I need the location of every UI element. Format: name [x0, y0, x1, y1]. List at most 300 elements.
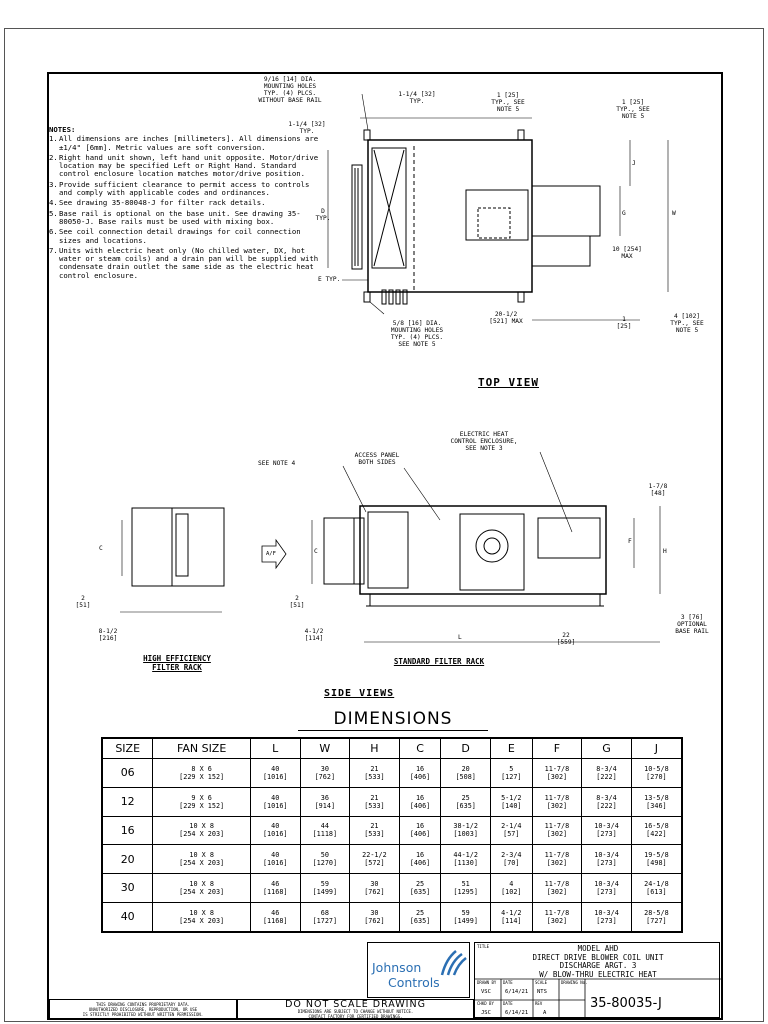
- dimension-cell: [153, 874, 251, 903]
- dimension-cell: [582, 759, 632, 788]
- col-header: J: [631, 738, 682, 759]
- ann-line: TYP. (4) PLCS.: [390, 334, 444, 341]
- dimension-cell: [532, 902, 582, 932]
- imperial-value: 10-5/8: [644, 764, 669, 773]
- notice-line: IS STRICTLY PROHIBITED WITHOUT WRITTEN PERMISSION.: [82, 1012, 204, 1017]
- col-header: FAN SIZE: [153, 738, 251, 759]
- note-number: 7.: [49, 245, 58, 255]
- imperial-value: 46: [271, 908, 280, 917]
- dimension-cell: [350, 902, 400, 932]
- dimension-cell: [350, 874, 400, 903]
- ann-line: ELECTRIC HEAT: [459, 431, 509, 438]
- metric-value: [127]: [501, 772, 522, 781]
- title-line: DIRECT DRIVE BLOWER COIL UNIT: [532, 952, 664, 962]
- access-panel-note: [344, 452, 410, 466]
- imperial-value: 44: [320, 822, 329, 831]
- imperial-value: 25: [415, 879, 425, 888]
- notice-heading: DO NOT SCALE DRAWING: [285, 999, 426, 1010]
- table-header-row: [102, 738, 682, 759]
- dimension-value: [582, 880, 631, 896]
- dimension-cell: [250, 759, 300, 788]
- imperial-value: 4-1/2: [501, 908, 522, 917]
- dimension-cell: [250, 902, 300, 932]
- heater-section: [532, 236, 590, 266]
- metric-value: [302]: [546, 916, 568, 925]
- dim-e-label: E TYP.: [318, 276, 341, 283]
- electric-heat-note: [432, 431, 536, 452]
- metric-value: [254 X 203]: [179, 916, 225, 925]
- dim-1b-note: [614, 316, 634, 330]
- dim-178-note: [640, 483, 676, 497]
- ann-line: TYP.: [409, 98, 425, 105]
- ann-line: TYP., SEE: [491, 99, 525, 106]
- ann-line: [25]: [616, 323, 632, 330]
- imperial-value: 10-3/4: [594, 879, 619, 888]
- metric-value: [1727]: [312, 916, 338, 925]
- ann-line: [559]: [556, 639, 576, 646]
- scale-label: SCALE: [535, 980, 548, 985]
- ann-line: 1 [25]: [621, 99, 645, 106]
- mounting-foot: [364, 130, 370, 140]
- logo-text-line1: Johnson: [372, 960, 422, 975]
- dimension-value: [491, 851, 532, 867]
- size-cell: 30: [102, 874, 153, 903]
- note-number: 3.: [49, 179, 58, 189]
- title-line: MODEL AHD: [577, 944, 619, 953]
- notice-line: THIS DRAWING CONTAINS PROPRIETARY DATA.: [96, 1002, 190, 1007]
- dimension-value: [533, 909, 582, 925]
- dimension-cell: [300, 816, 350, 845]
- ann-line: [521] MAX: [489, 318, 523, 325]
- imperial-value: 50: [320, 851, 329, 860]
- dim-g-label: G: [622, 210, 626, 217]
- dimension-value: [441, 765, 490, 781]
- dimensions-title: DIMENSIONS: [298, 708, 488, 731]
- dimension-value: [632, 880, 681, 896]
- imperial-value: 10 X 8: [189, 851, 214, 860]
- ann-line: NOTE 5: [675, 327, 699, 334]
- dimension-value: [491, 880, 532, 896]
- dimension-value: [350, 822, 399, 838]
- discharge-collar: [532, 186, 600, 236]
- metric-value: [572]: [364, 859, 385, 868]
- metric-value: [273]: [596, 916, 617, 925]
- dimension-value: [632, 765, 681, 781]
- dimension-cell: [532, 759, 582, 788]
- motor-outline: [478, 208, 510, 238]
- dimension-cell: [631, 902, 682, 932]
- blower-wheel-icon: [476, 530, 508, 562]
- rev-value: A: [543, 1010, 547, 1016]
- mounting-foot: [364, 292, 370, 302]
- note-number: 1.: [49, 134, 58, 144]
- metric-value: [406]: [409, 772, 431, 781]
- dimension-value: [441, 880, 490, 896]
- dim-114b-note: [282, 121, 332, 135]
- dimension-cell: [441, 902, 491, 932]
- leader-line: [540, 452, 572, 532]
- dimension-value: [533, 822, 582, 838]
- metric-value: [302]: [546, 887, 568, 896]
- coil-side: [368, 512, 408, 588]
- dimension-cell: [250, 845, 300, 874]
- dimension-value: [153, 909, 250, 925]
- metric-value: [1016]: [262, 859, 288, 868]
- imperial-value: 44-1/2: [453, 851, 478, 860]
- dimension-cell: [631, 787, 682, 816]
- dimension-cell: [532, 816, 582, 845]
- dimension-value: [491, 765, 532, 781]
- dim-1-note: [485, 92, 531, 113]
- metric-value: [70]: [503, 859, 520, 868]
- dimension-value: [582, 794, 631, 810]
- dimension-value: [533, 880, 582, 896]
- imperial-value: 19-5/8: [644, 851, 669, 860]
- imperial-value: 16: [415, 822, 425, 831]
- dimension-cell: [399, 787, 441, 816]
- imperial-value: 25: [461, 793, 470, 802]
- dim-c2-label: C: [314, 548, 318, 555]
- imperial-value: 5-1/2: [501, 793, 522, 802]
- dimension-value: [582, 851, 631, 867]
- metric-value: [222]: [596, 772, 617, 781]
- ann-line: BOTH SIDES: [358, 459, 396, 466]
- fan-housing: [466, 190, 528, 240]
- ann-line: D: [321, 208, 325, 215]
- ann-line: 4-1/2: [304, 628, 324, 635]
- dimension-value: [400, 909, 441, 925]
- col-header: D: [441, 738, 491, 759]
- metric-value: [302]: [546, 772, 568, 781]
- dimension-value: [582, 765, 631, 781]
- imperial-value: 10 X 8: [189, 879, 214, 888]
- table-row: [102, 787, 682, 816]
- dimension-value: [153, 880, 250, 896]
- mounting-foot: [518, 292, 524, 302]
- imperial-value: 10 X 8: [189, 908, 214, 917]
- std-rack-title: STANDARD FILTER RACK: [393, 657, 485, 666]
- imperial-value: 2-3/4: [501, 851, 522, 860]
- ann-line: NOTE 5: [496, 106, 520, 113]
- imperial-value: 68: [320, 908, 329, 917]
- dimension-cell: [350, 816, 400, 845]
- dimension-cell: [582, 902, 632, 932]
- dimension-cell: [300, 759, 350, 788]
- imperial-value: 30: [370, 879, 379, 888]
- dimension-cell: [153, 787, 251, 816]
- imperial-value: 24-1/8: [644, 879, 669, 888]
- ann-line: ACCESS PANEL: [354, 452, 400, 459]
- ann-line: TYP., SEE: [670, 320, 704, 327]
- col-header: F: [532, 738, 582, 759]
- rev-label: REV: [535, 1001, 543, 1006]
- dimension-value: [350, 794, 399, 810]
- imperial-value: 11-7/8: [544, 851, 570, 860]
- imperial-value: 21: [370, 764, 379, 773]
- dimension-cell: [441, 874, 491, 903]
- note-text: Units with electric heat only (No chilled water, DX, hot water or steam coils) and a drain pan will be supplied with condensate drain outlet the same side as the electric heat control enclosure.: [59, 245, 319, 280]
- dimension-value: [251, 880, 300, 896]
- metric-value: [1295]: [453, 887, 478, 896]
- dimension-cell: [490, 816, 532, 845]
- size-cell: 20: [102, 845, 153, 874]
- dimension-value: [301, 909, 350, 925]
- metric-value: [114]: [501, 916, 522, 925]
- imperial-value: 16: [415, 851, 425, 860]
- dimension-value: [632, 851, 681, 867]
- dimension-value: [582, 822, 631, 838]
- dimensions-table: [101, 737, 683, 933]
- metric-value: [1499]: [453, 916, 478, 925]
- dimension-value: [251, 851, 300, 867]
- col-header: W: [300, 738, 350, 759]
- dim-812-note: [90, 628, 126, 642]
- note-text: All dimensions are inches [millimeters]. All dimensions are ±1/4" [6mm]. Metric values are soft conversion.: [59, 134, 319, 152]
- dimension-cell: [350, 787, 400, 816]
- metric-value: [254 X 203]: [179, 859, 225, 868]
- ann-line: 1-1/4 [32]: [288, 121, 326, 128]
- ann-line: 10 [254]: [612, 246, 642, 253]
- dimension-value: [632, 909, 681, 925]
- metric-value: [1130]: [453, 859, 478, 868]
- imperial-value: 11-7/8: [544, 879, 570, 888]
- dimension-cell: [153, 759, 251, 788]
- title-line: FILTER RACK: [152, 663, 202, 672]
- size-cell: 12: [102, 787, 153, 816]
- imperial-value: 20: [461, 764, 470, 773]
- dim-114-note: [392, 91, 442, 105]
- metric-value: [613]: [646, 887, 667, 896]
- drawing-number: 35-80035-J: [590, 996, 662, 1011]
- company-logo: [367, 942, 470, 998]
- date-label: DATE: [503, 980, 513, 985]
- dimension-cell: [582, 874, 632, 903]
- dimension-value: [632, 822, 681, 838]
- dimension-value: [301, 794, 350, 810]
- dimension-value: [491, 909, 532, 925]
- dim-d-note: [312, 208, 334, 222]
- metric-value: [406]: [409, 830, 431, 839]
- hef-rack-right: [172, 508, 224, 586]
- imperial-value: 21: [370, 822, 379, 831]
- metric-value: [1168]: [262, 916, 288, 925]
- dimension-cell: [153, 902, 251, 932]
- dimension-cell: [631, 816, 682, 845]
- side-views-title: SIDE VIEWS: [324, 688, 395, 699]
- imperial-value: 59: [320, 879, 329, 888]
- note-number: 4.: [49, 198, 58, 208]
- imperial-value: 46: [271, 879, 280, 888]
- imperial-value: 30: [370, 908, 379, 917]
- ann-line: [216]: [98, 635, 118, 642]
- metric-value: [1016]: [262, 801, 288, 810]
- dimension-value: [153, 822, 250, 838]
- dimension-cell: [250, 874, 300, 903]
- title-line: DISCHARGE ARGT. 3: [559, 961, 637, 970]
- dimension-value: [491, 822, 532, 838]
- dimension-cell: [300, 845, 350, 874]
- dimension-value: [251, 765, 300, 781]
- dimension-value: [350, 880, 399, 896]
- imperial-value: 10-3/4: [594, 908, 619, 917]
- col-header: G: [582, 738, 632, 759]
- ann-line: WITHOUT BASE RAIL: [258, 97, 322, 104]
- do-not-scale-notice: [237, 999, 474, 1019]
- dimension-cell: [300, 874, 350, 903]
- ann-line: SEE NOTE 5: [398, 341, 436, 348]
- ann-line: 2: [295, 595, 299, 602]
- dimension-value: [400, 880, 441, 896]
- imperial-value: 10-3/4: [594, 822, 619, 831]
- table-row: [102, 816, 682, 845]
- imperial-value: 38-1/2: [453, 822, 478, 831]
- dimension-value: [251, 909, 300, 925]
- imperial-value: 5: [509, 764, 514, 773]
- dimension-cell: [441, 759, 491, 788]
- dimension-value: [582, 909, 631, 925]
- ann-line: 1 [25]: [496, 92, 520, 99]
- dimension-cell: [532, 787, 582, 816]
- blower-hub-icon: [484, 538, 500, 554]
- base-rail-note: [668, 614, 716, 635]
- imperial-value: 4: [509, 879, 514, 888]
- metric-value: [270]: [646, 772, 667, 781]
- col-header: C: [399, 738, 441, 759]
- logo-text-line2: Controls: [388, 975, 440, 990]
- col-header: L: [250, 738, 300, 759]
- dimension-cell: [631, 759, 682, 788]
- imperial-value: 40: [271, 793, 280, 802]
- metric-value: [762]: [364, 916, 385, 925]
- ann-line: 22: [562, 632, 570, 639]
- dimension-cell: [441, 787, 491, 816]
- top-view-drawing: [328, 94, 668, 320]
- table-row: [102, 845, 682, 874]
- imperial-value: 28-5/8: [644, 908, 669, 917]
- std-filter: [354, 518, 364, 584]
- metric-value: [635]: [409, 916, 431, 925]
- dimension-cell: [490, 759, 532, 788]
- metric-value: [1003]: [453, 830, 478, 839]
- mounting-foot: [518, 130, 524, 140]
- filter-rack-outline: [352, 165, 362, 269]
- note-text: Provide sufficient clearance to permit access to controls and comply with applicable codes and ordinances.: [59, 179, 310, 198]
- ann-line: 5/8 [16] DIA.: [392, 320, 442, 327]
- dimension-value: [441, 822, 490, 838]
- imperial-value: 8 X 6: [191, 764, 212, 773]
- ann-line: 8-1/2: [98, 628, 118, 635]
- dimension-cell: [532, 845, 582, 874]
- dim-c-label: C: [99, 545, 103, 552]
- ann-line: 1-7/8: [648, 483, 668, 490]
- ann-line: TYP.: [299, 128, 315, 135]
- leader-line: [404, 468, 440, 520]
- metric-value: [1016]: [262, 772, 288, 781]
- hef-filter: [176, 514, 188, 576]
- dimension-value: [400, 851, 441, 867]
- dimension-value: [533, 851, 582, 867]
- title-line: HIGH EFFICIENCY: [143, 654, 211, 663]
- ann-line: 9/16 [14] DIA.: [263, 76, 317, 83]
- dimension-cell: [399, 759, 441, 788]
- notes-heading: NOTES:: [49, 125, 76, 134]
- imperial-value: 10 X 8: [189, 822, 214, 831]
- metric-value: [533]: [364, 801, 385, 810]
- notice-line: UNAUTHORIZED DISCLOSURE, REPRODUCTION, OR USE: [88, 1007, 198, 1012]
- dimension-cell: [399, 902, 441, 932]
- ann-line: BASE RAIL: [675, 628, 709, 635]
- dimension-cell: [250, 816, 300, 845]
- imperial-value: 11-7/8: [544, 793, 570, 802]
- dimension-cell: [250, 787, 300, 816]
- dimension-cell: [582, 816, 632, 845]
- metric-value: [302]: [546, 830, 568, 839]
- dim-w-label: W: [672, 210, 676, 217]
- dimension-cell: [490, 787, 532, 816]
- dimension-cell: [399, 845, 441, 874]
- metric-value: [229 X 152]: [179, 772, 225, 781]
- ann-line: MAX: [621, 253, 633, 260]
- dim-2b-note: [284, 595, 310, 609]
- metric-value: [140]: [501, 801, 522, 810]
- mounting-holes-bottom-note: [380, 320, 454, 348]
- imperial-value: 21: [370, 793, 379, 802]
- metric-value: [1499]: [312, 887, 338, 896]
- dim-1r-note: [610, 99, 656, 120]
- title-label: TITLE: [477, 944, 490, 949]
- ann-line: CONTROL ENCLOSURE,: [450, 438, 518, 445]
- note-text: Base rail is optional on the base unit. See drawing 35-80050-J. Base rails must be used with mixing box.: [59, 208, 301, 226]
- dim-10-note: [604, 246, 650, 260]
- size-cell: 16: [102, 816, 153, 845]
- title-text: [475, 943, 721, 979]
- imperial-value: 10-3/4: [594, 851, 619, 860]
- dimension-value: [301, 851, 350, 867]
- size-cell: 06: [102, 759, 153, 788]
- metric-value: [533]: [364, 830, 385, 839]
- ann-line: TYP. (4) PLCS.: [263, 90, 317, 97]
- imperial-value: 16: [415, 793, 425, 802]
- side-views-drawing: [120, 452, 660, 642]
- dimension-value: [400, 765, 441, 781]
- metric-value: [273]: [596, 887, 617, 896]
- ann-line: TYP., SEE: [616, 106, 650, 113]
- dim-l-label: L: [458, 634, 462, 641]
- ann-line: 20-1/2: [494, 311, 518, 318]
- dim-2a-note: [70, 595, 96, 609]
- std-rack-outline: [324, 518, 360, 584]
- dimension-value: [632, 794, 681, 810]
- logo-swoosh-icon: [438, 947, 468, 977]
- ann-line: [114]: [304, 635, 324, 642]
- metric-value: [762]: [314, 772, 336, 781]
- table-row: [102, 759, 682, 788]
- dimension-cell: [300, 787, 350, 816]
- see-note-4-label: SEE NOTE 4: [258, 460, 296, 467]
- metric-value: [1118]: [312, 830, 338, 839]
- metric-value: [273]: [596, 859, 617, 868]
- metric-value: [273]: [596, 830, 617, 839]
- dimension-value: [153, 794, 250, 810]
- metric-value: [302]: [546, 859, 568, 868]
- unit-side-outline: [360, 506, 606, 594]
- col-header: SIZE: [102, 738, 153, 759]
- col-header: H: [350, 738, 400, 759]
- metric-value: [635]: [455, 801, 476, 810]
- scale-value: NTS: [537, 989, 547, 995]
- note-text: Right hand unit shown, left hand unit opposite. Motor/drive location may be specified Left or Right Hand. Standard control enclosure location matches motor/drive position.: [59, 152, 319, 179]
- title-line: W/ BLOW-THRU ELECTRIC HEAT: [539, 969, 657, 979]
